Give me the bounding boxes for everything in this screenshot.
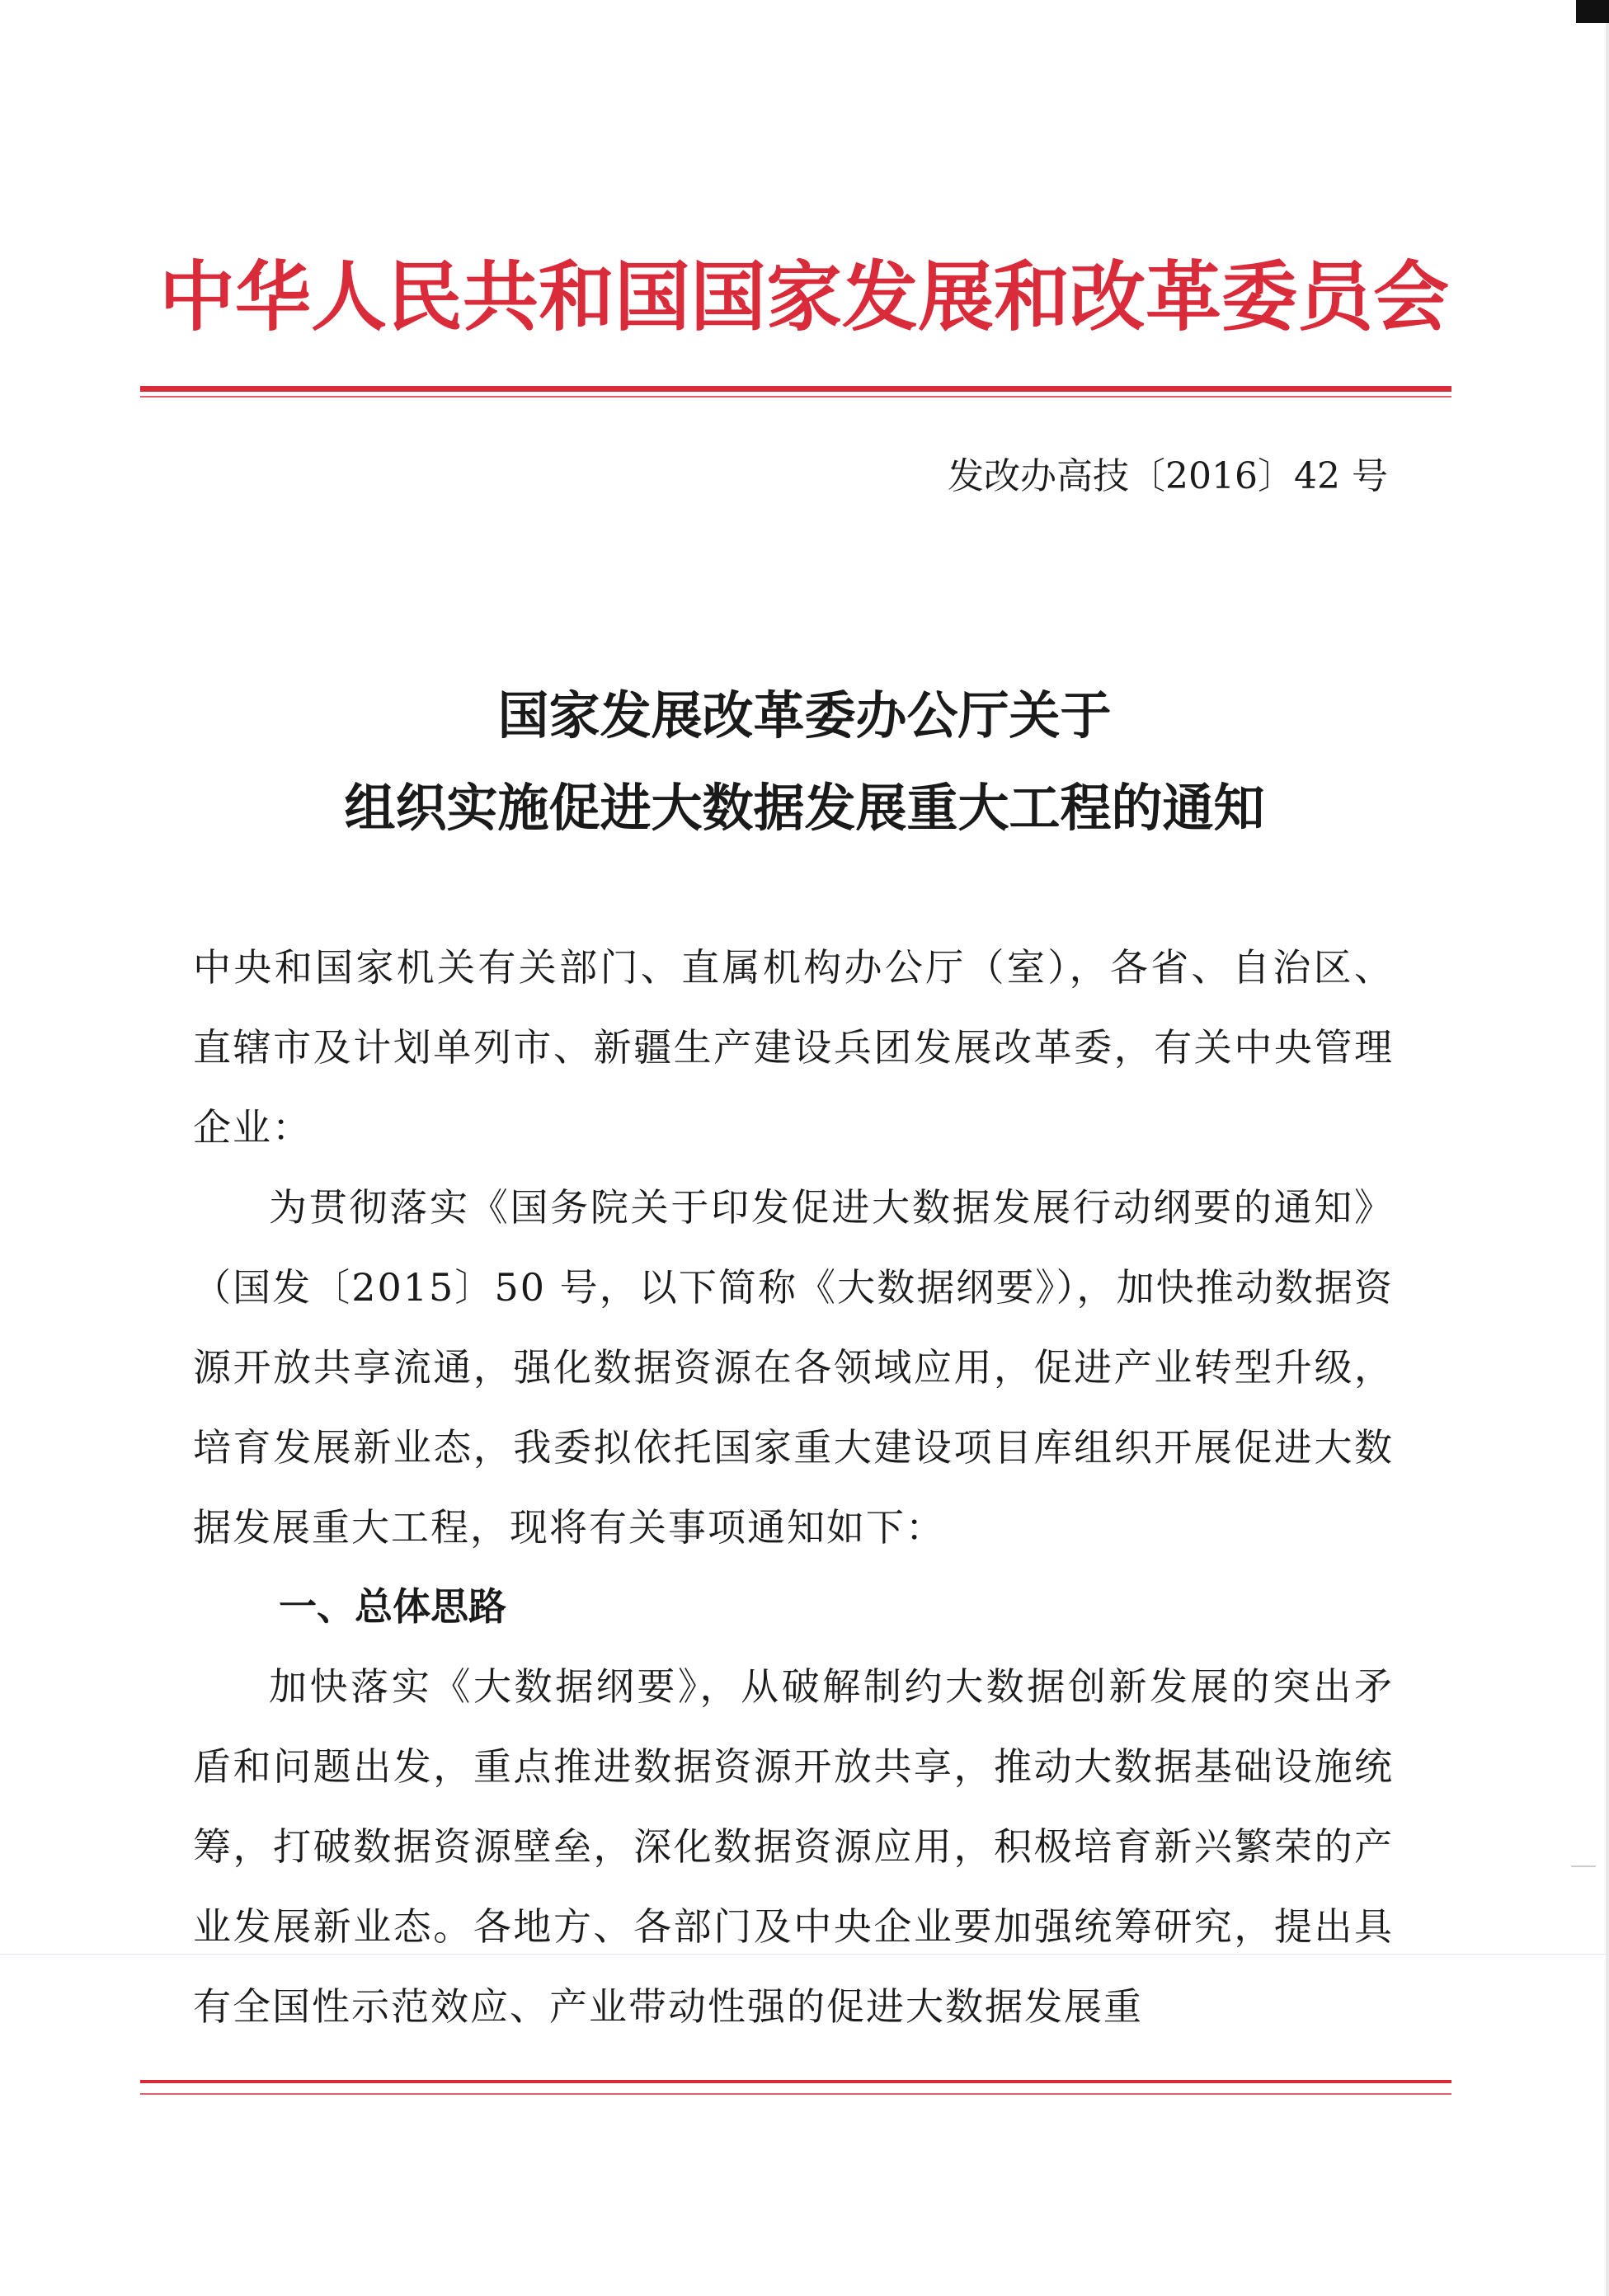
letterhead-org-name: 中华人民共和国国家发展和改革委员会 [158,252,1449,341]
scan-edge-shadow [1606,23,1609,2296]
section-1-heading: 一、总体思路 [279,1584,506,1629]
intro-paragraph: 为贯彻落实《国务院关于印发促进大数据发展行动纲要的通知》（国发〔2015〕50 号，以下简称《大数据纲要》），加快推动数据资源开放共享流通，强化数据资源在各领域应用，促进产业转型升级，培育发展新业态，我委拟依托国家重大建设项目库组织开展促进大数据发展重大工程，现将有关事项通知如下： [193,1185,1394,1550]
letterhead-red-rule-thin [140,396,1451,398]
scan-edge-mark [1576,0,1609,23]
letterhead-red-rule-thick [140,386,1451,392]
scan-artifact-line [0,1954,1609,1955]
footer-red-rule-top [140,2080,1451,2083]
document-title-line-1: 国家发展改革委办公厅关于 [497,685,1112,746]
addressees-paragraph: 中央和国家机关有关部门、直属机构办公厅（室），各省、自治区、直辖市及计划单列市、新疆生产建设兵团发展改革委，有关中央管理企业： [193,945,1394,1150]
scan-artifact-tick [1571,1866,1596,1867]
document-title-line-2: 组织实施促进大数据发展重大工程的通知 [344,778,1265,838]
document-number: 发改办高技〔2016〕42 号 [948,455,1388,497]
section-1-paragraph: 加快落实《大数据纲要》，从破解制约大数据创新发展的突出矛盾和问题出发，重点推进数据资源开放共享，推动大数据基础设施统筹，打破数据资源壁垒，深化数据资源应用，积极培育新兴繁荣的产业发展新业态。各地方、各部门及中央企业要加强统筹研究，提出具有全国性示范效应、产业带动性强的促进大数据发展重 [193,1664,1394,2029]
footer-red-rule-bottom [140,2093,1451,2095]
